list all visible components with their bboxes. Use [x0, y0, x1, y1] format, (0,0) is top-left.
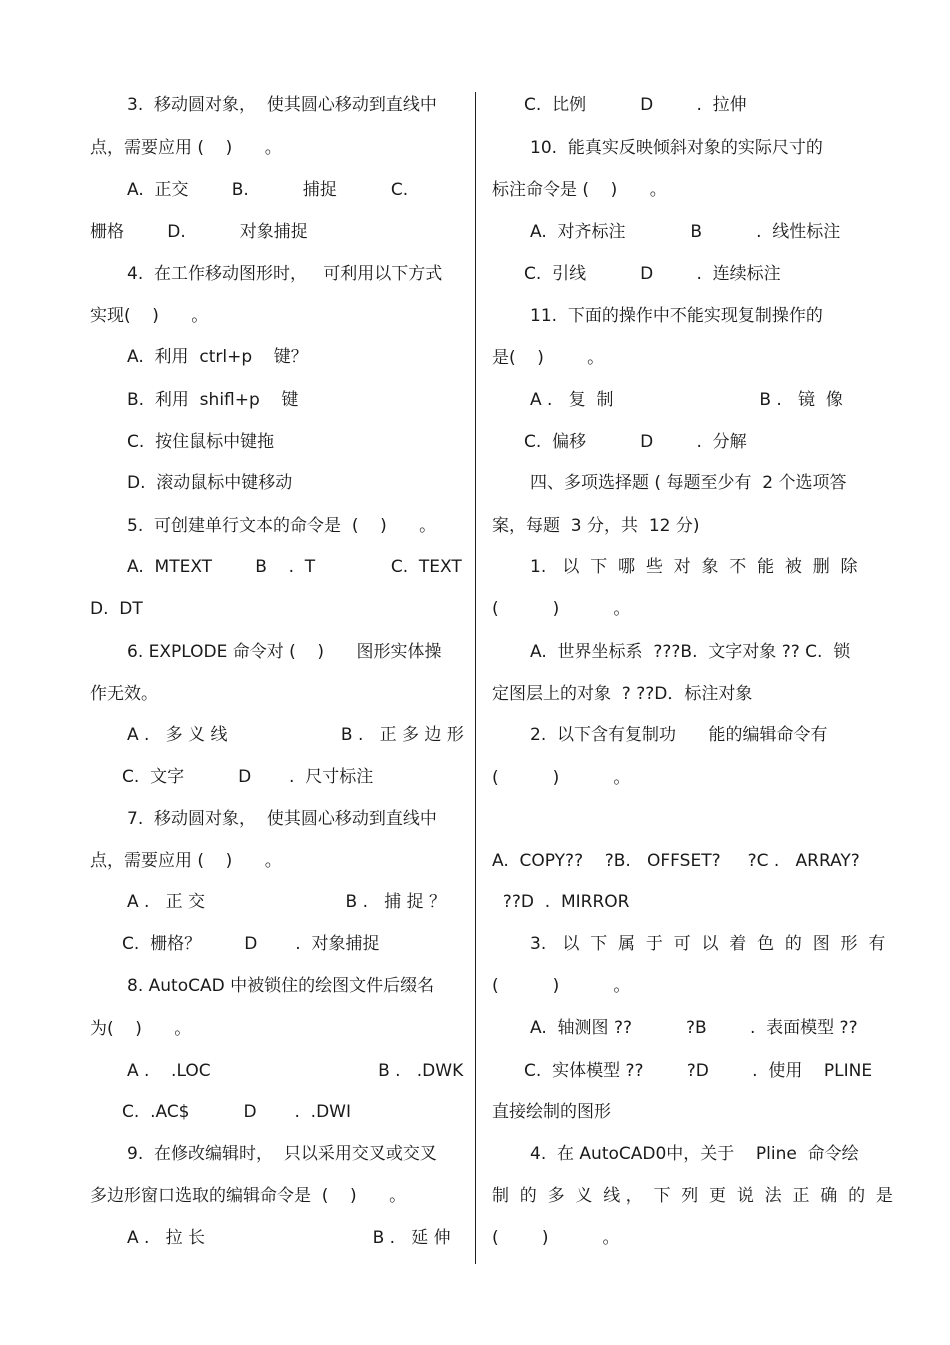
text-line: 作无效。 [90, 684, 158, 704]
text-line: ??D . MIRROR [492, 892, 630, 912]
text-line: ( ) 。 [492, 768, 631, 788]
text-line: 10. 能真实反映倾斜对象的实际尺寸的 [530, 138, 823, 158]
text-line: 案，每题 3 分，共 12 分) [492, 516, 700, 536]
text-line: 点，需要应用 ( ) 。 [90, 851, 282, 871]
text-line: A. 轴测图 ?? ?B . 表面模型 ?? [530, 1018, 858, 1038]
text-line: 8. AutoCAD 中被锁住的绘图文件后缀名 [127, 976, 435, 996]
text-line: C. 偏移 D . 分解 [524, 432, 747, 452]
column-divider [475, 92, 476, 1264]
text-line: ( ) 。 [492, 976, 631, 996]
text-line: 定图层上的对象 ? ??D．标注对象 [492, 684, 753, 704]
text-line: A . .LOC B . .DWK [127, 1061, 464, 1081]
text-line: 为( ) 。 [90, 1019, 192, 1039]
text-line: ( ) 。 [492, 1228, 620, 1248]
text-line: 2. 以下含有复制功 能的编辑命令有 [530, 725, 828, 745]
text-line: 是( ) 。 [492, 348, 605, 368]
text-line: A . 正 交 B . 捕 捉 ？ [127, 892, 447, 912]
text-line: A . 多 义 线 B . 正 多 边 形 [127, 725, 464, 745]
text-line: 9. 在修改编辑时， 只以采用交叉或交叉 [127, 1144, 437, 1164]
text-line: 实现( ) 。 [90, 306, 209, 326]
text-line: 11. 下面的操作中不能实现复制操作的 [530, 306, 823, 326]
text-line: 4. 在 AutoCAD0中，关于 Pline 命令绘 [530, 1144, 859, 1164]
text-line: C. 比例 D . 拉伸 [524, 95, 747, 115]
text-line: 多边形窗口选取的编辑命令是 ( ) 。 [90, 1186, 407, 1206]
text-line: 直接绘制的图形 [492, 1102, 611, 1122]
text-line: 栅格 D. 对象捕捉 [90, 222, 308, 242]
text-line: 制 的 多 义 线 ， 下 列 更 说 法 正 确 的 是 [492, 1186, 893, 1206]
text-line: 7. 移动圆对象， 使其圆心移动到直线中 [127, 809, 437, 829]
text-line: 4. 在工作移动图形时， 可利用以下方式 [127, 264, 443, 284]
text-line: ( ) 。 [492, 599, 631, 619]
text-line: C. 栅格？ D . 对象捕捉 [122, 934, 380, 954]
text-line: C. .AC$ D . .DWI [122, 1102, 351, 1122]
text-line: B. 利用 shifl+p 键 [127, 390, 299, 410]
text-line: A. 利用 ctrl+p 键？ [127, 347, 308, 367]
text-line: C. 按住鼠标中键拖 [127, 432, 275, 452]
text-line: A. 对齐标注 B . 线性标注 [530, 222, 841, 242]
text-line: 3. 以 下 属 于 可 以 着 色 的 图 形 有 [530, 934, 886, 954]
text-line: D. 滚动鼠标中键移动 [127, 473, 293, 493]
text-line: A. COPY?? ?B. OFFSET? ?C . ARRAY? [492, 851, 860, 871]
text-line: 点，需要应用 ( ) 。 [90, 138, 282, 158]
text-line: C. 实体模型 ?? ?D . 使用 PLINE [524, 1061, 873, 1081]
text-line: 5. 可创建单行文本的命令是 ( ) 。 [127, 516, 437, 536]
text-line: C. 文字 D . 尺寸标注 [122, 767, 374, 787]
text-line: 1. 以 下 哪 些 对 象 不 能 被 删 除 [530, 557, 858, 577]
text-line: 6. EXPLODE 命令对 ( ) 图形实体操 [127, 642, 442, 662]
text-line: C. 引线 D . 连续标注 [524, 264, 781, 284]
text-line: 3. 移动圆对象， 使其圆心移动到直线中 [127, 95, 437, 115]
text-line: A . 拉 长 B . 延 伸 [127, 1228, 451, 1248]
text-line: A. 正交 B. 捕捉 C. [127, 180, 409, 200]
text-line: A. 世界坐标系 ???B. 文字对象 ?? C. 锁 [530, 642, 851, 662]
text-line: D. DT [90, 599, 143, 619]
text-line: 四、多项选择题 ( 每题至少有 2 个选项答 [530, 473, 847, 493]
text-line: A . 复 制 B . 镜 像 [530, 390, 843, 410]
text-line: A. MTEXT B . T C. TEXT [127, 557, 462, 577]
text-line: 标注命令是 ( ) 。 [492, 180, 667, 200]
